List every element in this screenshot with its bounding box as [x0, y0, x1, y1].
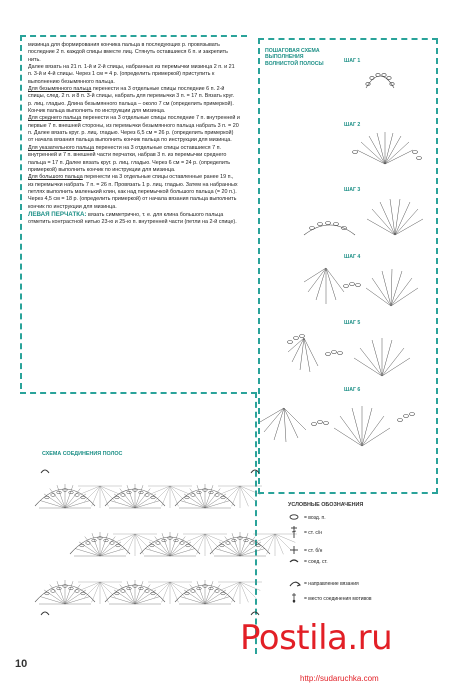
dc-icon	[288, 526, 300, 540]
connection-scheme-title: СХЕМА СОЕДИНЕНИЯ ПОЛОС	[42, 451, 123, 457]
steps-title: ПОШАГОВАЯ СХЕМА ВЫПОЛНЕНИЯ ВОЛНИСТОЙ ПОЛОСЫ	[265, 48, 324, 67]
watermark-url: http://sudaruchka.com	[300, 674, 379, 683]
legend-item-direction: = направление вязания	[288, 579, 359, 589]
paragraph: мизинца для формирования кончика пальца в последующих р. провязывать последние 2 п. каждой спицы вместе лиц. Стянуть оставшиеся 6 п. и закрепить нить.	[28, 42, 228, 63]
legend-title: УСЛОВНЫЕ ОБОЗНАЧЕНИЯ	[288, 502, 364, 508]
step-4-label: ШАГ 4	[344, 254, 361, 260]
step-3-diagram	[300, 195, 430, 243]
step-5-label: ШАГ 5	[344, 320, 361, 326]
paragraph-left-glove: ЛЕВАЯ ПЕРЧАТКА: вязать симметрично, т. е. для клина большого пальца отметить контрастной нитью 23-ю и 25-ю п. внутренней части (петли на 2-й спице).	[28, 210, 237, 226]
legend-item-join: = место соединения мотивов	[288, 593, 372, 605]
step-6-label: ШАГ 6	[344, 387, 361, 393]
page-number: 10	[15, 658, 28, 670]
legend-item-dc: = ст. с/н	[288, 526, 322, 540]
step-1-diagram	[360, 68, 400, 94]
paragraph-thumb: Для большого пальца перенести на 3 отдельные спицы оставленные ранее 19 п., из перемычки набрать 7 п. = 26 п. Провязать 1 р. лиц. гладью. Затем на набранных петлях выполнить маленький клин, как над перемычкой большого пальца (= 20 п.). Через 4,5 см = 18 р. (определить примеркой) от начала вязания пальца выполнить кончик по инструкции для мизинца.	[28, 174, 238, 210]
legend-item-sc: = ст. б/н	[288, 546, 322, 556]
left-glove-title: ЛЕВАЯ ПЕРЧАТКА:	[28, 210, 87, 218]
legend-item-slip: = соед. ст.	[288, 558, 328, 566]
step-4-diagram	[296, 262, 430, 312]
step-6-diagram	[254, 398, 430, 454]
instructions-text	[28, 42, 240, 227]
connection-diagram	[35, 462, 265, 632]
watermark-logo: Postila.ru	[240, 618, 393, 658]
step-2-label: ШАГ 2	[344, 122, 361, 128]
paragraph-ring-finger: Для безымянного пальца перенести на 3 отдельные спицы последние 6 п. 2-й спицы, след. 2 п. и 8 п. 3-й спицы, набрать для перемычки 3 п. = 17 п. Вязать круг. р. лиц. гладью. Длина безымянного пальца – около 7 см (определить примеркой). Кончик пальца выполнить по инструкции для мизинца.	[28, 86, 235, 115]
slip-icon	[288, 558, 300, 566]
paragraph-middle-finger: Для среднего пальца перенести на 3 отдельные спицы последние 7 п. внутренней и первые 7 п. внешней стороны, из перемычки безымянного пальца набрать 3 п. = 20 п. Далее вязать круг. р. лиц. гладью. Через 6,5 см = 26 р. (определить примеркой) от начала вязания пальца выполнить кончик пальца по инструкции для мизинца.	[28, 115, 240, 144]
paragraph: Далее вязать на 21 п. 1-й и 2-й спицы, набранных из перемычки мизинца 2 п. и 21 п. 3-й и 4-й спицы. Через 1 см = 4 р. (определить примеркой) приступить к выполнению безымянного пальца.	[28, 64, 235, 85]
chain-icon	[288, 514, 300, 522]
step-3-label: ШАГ 3	[344, 187, 361, 193]
legend-item-chain: = возд. п.	[288, 514, 326, 522]
join-icon	[288, 593, 300, 605]
step-5-diagram	[282, 330, 432, 382]
paragraph-index-finger: Для указательного пальца перенести на 3 отдельные спицы оставшиеся 7 п. внутренней и 7 п. внешней части перчатки, набрав 3 п. из перемычки среднего пальца = 17 п. Далее вязать круг. р. лиц. гладью. Через 6 см = 24 р. (определить примеркой) выполнить кончик по инструкции для мизинца.	[28, 144, 231, 173]
sc-icon	[288, 546, 300, 556]
direction-arrow-icon	[288, 579, 300, 589]
step-2-diagram	[345, 130, 425, 170]
step-1-label: ШАГ 1	[344, 58, 361, 64]
